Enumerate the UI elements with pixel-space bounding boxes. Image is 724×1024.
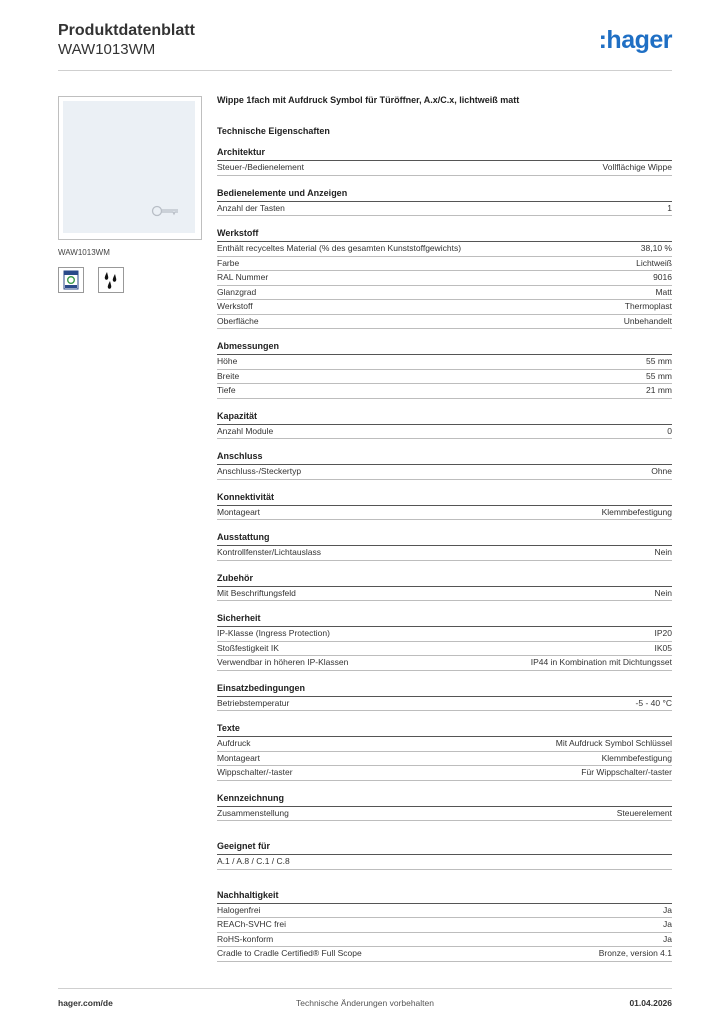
spec-value: Ja [663,904,672,915]
spec-value: Klemmbefestigung [601,506,672,517]
section-title: Sicherheit [217,613,672,627]
key-icon [151,205,181,217]
spec-section [217,188,672,217]
section-title: Konnektivität [217,492,672,506]
spec-sections [217,147,672,962]
spec-value: Mit Aufdruck Symbol Schlüssel [555,738,672,748]
spec-label: Anschluss-/Steckertyp [217,466,302,476]
spec-label: Tiefe [217,385,236,395]
spec-row [217,737,672,752]
section-title: Zubehör [217,573,672,587]
spec-label: Anzahl der Tasten [217,202,285,213]
section-title: Nachhaltigkeit [217,890,672,904]
spec-label: Aufdruck [217,738,251,748]
spec-value: Unbehandelt [623,315,672,326]
spec-label: Wippschalter/-taster [217,767,293,777]
spec-label: Stoßfestigkeit IK [217,642,279,653]
spec-label: RoHS-konform [217,933,274,944]
spec-section [217,532,672,561]
spec-row [217,370,672,385]
section-title: Werkstoff [217,228,672,242]
spec-content [217,95,672,974]
spec-section [217,841,672,870]
spec-row [217,465,672,480]
spec-section [217,451,672,480]
footer-website: hager.com/de [58,998,113,1008]
spec-value: Steuerelement [616,807,672,818]
spec-label: Halogenfrei [217,904,261,915]
spec-row [217,807,672,822]
page-title: Produktdatenblatt [58,22,195,39]
spec-label: Mit Beschriftungsfeld [217,587,296,598]
spec-row [217,933,672,948]
spec-row [217,425,672,440]
spec-value: Thermoplast [624,301,672,311]
spec-row [217,656,672,671]
spec-value: IP44 in Kombination mit Dichtungsset [530,657,672,667]
spec-value: IK05 [654,642,672,653]
product-image-frame [58,96,202,240]
spec-row [217,355,672,370]
spec-value: 0 [667,425,672,436]
section-title: Einsatzbedingungen [217,683,672,697]
water-drops-icon [98,267,124,293]
spec-row [217,384,672,399]
spec-section [217,411,672,440]
spec-row [217,752,672,767]
spec-section [217,793,672,822]
left-panel [58,96,202,293]
spec-section [217,147,672,176]
spec-value: Lichtweiß [636,257,672,268]
product-code: WAW1013WM [58,41,156,58]
spec-row [217,271,672,286]
spec-row [217,855,672,870]
page-header [58,22,672,71]
spec-row [217,947,672,962]
spec-label: Oberfläche [217,315,259,326]
footer-date: 01.04.2026 [629,998,672,1008]
spec-value: 38,10 % [640,243,672,253]
spec-row [217,918,672,933]
spec-section [217,228,672,329]
spec-label: Höhe [217,356,238,366]
spec-row [217,587,672,602]
spec-row [217,627,672,642]
spec-row [217,697,672,712]
spec-label: A.1 / A.8 / C.1 / C.8 [217,856,290,866]
spec-value: Nein [654,587,672,598]
spec-label: Farbe [217,257,240,268]
product-caption: WAW1013WM [58,248,110,257]
section-title: Abmessungen [217,341,672,355]
section-title: Kapazität [217,411,672,425]
spec-row [217,315,672,330]
spec-section [217,492,672,521]
spec-value: 55 mm [646,370,672,381]
spec-value: IP20 [654,628,672,638]
section-title: Anschluss [217,451,672,465]
spec-section [217,723,672,781]
spec-row [217,766,672,781]
spec-section [217,573,672,602]
spec-label: Werkstoff [217,301,253,311]
spec-value: 21 mm [646,385,672,395]
section-title: Architektur [217,147,672,161]
spec-value: 55 mm [646,356,672,366]
spec-value: Ohne [651,466,672,476]
spec-label: Verwendbar in höheren IP-Klassen [217,657,349,667]
section-title: Kennzeichnung [217,793,672,807]
spec-label: Kontrollfenster/Lichtauslass [217,547,321,557]
spec-value: Ja [663,933,672,944]
spec-section [217,341,672,399]
section-title: Texte [217,723,672,737]
spec-label: Enthält recyceltes Material (% des gesamten Kunststoffgewichts) [217,243,462,253]
spec-label: Breite [217,370,240,381]
spec-label: Cradle to Cradle Certified® Full Scope [217,948,362,958]
spec-value: Bronze, version 4.1 [598,948,672,958]
spec-section [217,890,672,962]
spec-value: Klemmbefestigung [601,752,672,763]
spec-row [217,242,672,257]
spec-value: Ja [663,919,672,929]
spec-row [217,257,672,272]
spec-row [217,904,672,919]
spec-value: Vollflächige Wippe [602,162,672,172]
page-footer [58,988,672,1013]
section-title: Geeignet für [217,841,672,855]
product-description: Wippe 1fach mit Aufdruck Symbol für Türöffner, A.x/C.x, lichtweiß matt [217,95,520,105]
spec-label: Steuer-/Bedienelement [217,162,304,172]
spec-label: Montageart [217,506,260,517]
spec-row [217,202,672,217]
tech-properties-heading: Technische Eigenschaften [217,126,330,136]
spec-label: IP-Klasse (Ingress Protection) [217,628,330,638]
spec-section [217,613,672,671]
section-title: Bedienelemente und Anzeigen [217,188,672,202]
spec-value: Für Wippschalter/-taster [581,767,672,777]
spec-label: REACh-SVHC frei [217,919,286,929]
footer-notice: Technische Änderungen vorbehalten [296,998,434,1008]
spec-row [217,300,672,315]
product-image [63,101,195,233]
spec-label: Anzahl Module [217,425,274,436]
spec-label: Glanzgrad [217,286,257,297]
certification-icons [58,267,202,293]
recycling-label-icon [58,267,84,293]
spec-section [217,683,672,712]
hager-logo: :hager [598,26,672,54]
spec-value: 9016 [653,272,672,282]
spec-value: Nein [654,547,672,557]
spec-label: Betriebstemperatur [217,697,290,708]
spec-row [217,506,672,521]
spec-label: RAL Nummer [217,272,269,282]
section-title: Ausstattung [217,532,672,546]
spec-row [217,161,672,176]
spec-row [217,546,672,561]
spec-row [217,286,672,301]
spec-label: Montageart [217,752,260,763]
spec-value: Matt [655,286,672,297]
spec-row [217,642,672,657]
spec-value: -5 - 40 °C [635,697,672,708]
spec-value: 1 [667,202,672,213]
spec-label: Zusammenstellung [217,807,289,818]
